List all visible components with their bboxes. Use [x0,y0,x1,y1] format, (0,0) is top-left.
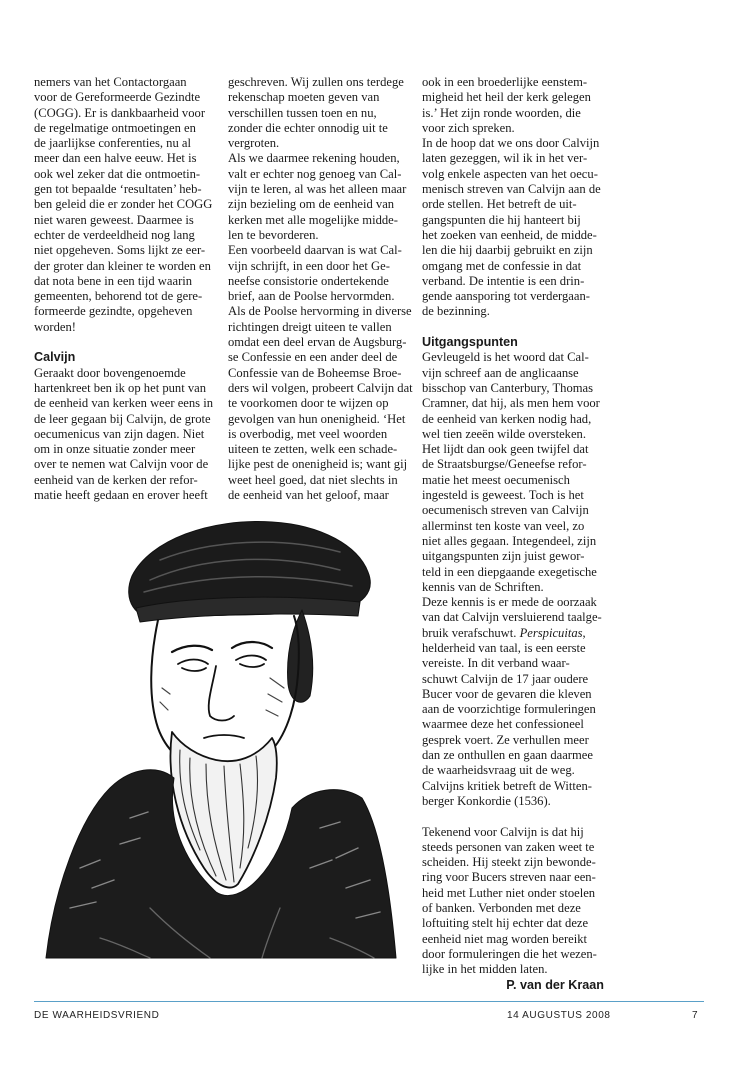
text-line: de leer gegaan bij Calvijn, de grote [34,411,211,426]
text-line: voor zich spreken. [422,120,515,135]
text-line: meer dan een halve eeuw. Het is [34,151,197,166]
text-line: valt er echter nog genoeg van Cal- [228,166,402,181]
text-line: rekenschap moeten geven van [228,90,380,105]
text-line: gevolgen van hun onenigheid. ‘Het [228,411,406,426]
column-1 [34,75,216,503]
face-shading [160,678,284,716]
text-line: kerken met alle mogelijke midde- [228,212,398,227]
text-line: vijn schreef aan de anglicaanse [422,365,579,380]
text-line: Confessie van de Boheemse Broe- [228,365,402,380]
text-line: vijn schrijft, in een door het Ge- [228,258,390,273]
text-line: van dat Calvijn versluierend taalge- [422,610,602,625]
text-line: de jaarlijkse conferenties, nu al [34,136,192,151]
text-line: orde stellen. Het betreft de uit- [422,197,577,212]
text-line: lijke in het midden laten. [422,962,548,977]
text-line: uitgangspunten zijn juist gewor- [422,549,585,564]
text-line: In de hoop dat we ons door Calvijn [422,136,600,151]
text-line: len te bevorderen. [228,227,319,242]
text-line: len die hij daarbij gebruikt en zijn [422,243,593,258]
text-line: dat nota bene in een tijd waarin [34,273,193,288]
text-line: omgang met de confessie in dat [422,258,582,273]
text-line: steeds personen van zaken weet te [422,839,595,854]
text-line: Als we daarmee rekening houden, [228,151,400,166]
text-line: te voorkomen door te wijzen op [228,396,389,411]
column-3 [422,75,604,992]
text-line: neefse consistorie ondertekende [228,273,389,288]
text-line: niet alles gegaan. Integendeel, zijn [422,533,597,548]
text-line: laten gezeggen, wil ik in het ver- [422,151,588,166]
text-line: weet heel goed, dat niet slechts in [228,472,398,487]
text-line: gesprek voert. Ze verhullen meer [422,732,589,747]
text-line: gangspunten die hij hanteert bij [422,212,581,227]
page-number: 7 [692,1010,699,1021]
text-line: brief, aan de Poolse hervormden. [228,289,395,304]
text-line: Het lijdt dan ook geen twijfel dat [422,442,589,457]
text-line: Gevleugeld is het woord dat Cal- [422,350,589,365]
text-line: zijn bezieling om de eenheid van [228,197,395,212]
text-line: waarmee deze het confessioneel [422,717,584,732]
eye-right [236,656,266,668]
text-line: dan ze onthullen en gaan daarmee [422,748,593,763]
text-line: ingesteld is geweest. Toch is het [422,488,584,503]
text-line: eenheid niet mag worden bereikt [422,931,588,946]
text-line: der groter dan kleiner te worden en [34,258,211,273]
text-line: Tekenend voor Calvijn is dat hij [422,824,584,839]
issue-date: 14 AUGUSTUS 2008 [507,1010,611,1021]
text-line: ook in een broederlijke eenstem- [422,75,588,89]
text-line: matie het meest oecumenisch [422,472,570,487]
text-line: gende aansporing tot verdergaan- [422,289,590,304]
paragraph-gap [422,320,604,335]
text-line: ook wel zeker dat die ontmoetin- [34,166,201,181]
eye-left [178,660,208,672]
text-line: berger Konkordie (1536). [422,793,551,808]
text-line: helderheid van taal, is een eerste [422,640,586,655]
text-line: gemeenten, behorend tot de gere- [34,289,203,304]
text-line: schuwt Calvijn de 17 jaar oudere [422,671,589,686]
text-line: is overbodig, met veel woorden [228,426,388,441]
text-line: zonder die echter onnodig uit te [228,120,388,135]
text-line: nemers van het Contactorgaan [34,75,187,89]
text-line: is.’ Het zijn ronde woorden, die [422,105,581,120]
text-line: gen tot bepaalde ‘resultaten’ heb- [34,182,202,197]
text-line: de eenheid van kerken nodig had, [422,411,592,426]
author-signature: P. van der Kraan [506,977,604,992]
section-heading-uitgangspunten: Uitgangspunten [422,335,518,350]
text-line: oecumenicus van zijn dagen. Niet [34,426,205,441]
text-line: of banken. Verbonden met deze [422,901,581,916]
text-line: lijke pest de onenigheid is; want gij [228,457,408,472]
text-line: omdat een deel ervan de Augsburg- [228,335,407,350]
paragraph-gap [422,809,604,824]
text-line: heid met Luther niet onder stoelen [422,885,596,900]
text-line: migheid het heil der kerk gelegen [422,90,591,105]
text-line: aan de voorzichtige formuleringen [422,702,596,717]
text-line: loftuiting stelt hij echter dat deze [422,916,589,931]
nose [209,666,234,721]
text-line: verschillen tussen toen en nu, [228,105,377,120]
text-line: om in onze situatie zonder meer [34,442,196,457]
text-line: (COGG). Er is dankbaarheid voor [34,105,206,120]
text-line: matie heeft gedaan en erover heeft [34,488,208,503]
text-line: vergroten. [228,136,280,151]
text-line: eenheid van de kerken der refor- [34,472,198,487]
footer-rule [34,1001,704,1002]
calvin-portrait-image [40,488,406,963]
text-line: niet opgeheven. Soms lijkt ze eer- [34,243,206,258]
text-line: Calvijns kritiek betreft de Witten- [422,778,592,793]
text-line: de eenheid van kerken weer eens in [34,396,214,411]
text-line: ben geleid die er zonder het COGG [34,197,213,212]
text-line: formeerde gezindte, opgeheven [34,304,193,319]
text-line: Als de Poolse hervorming in diverse [228,304,412,319]
text-line: Geraakt door bovengenoemde [34,365,186,380]
text-line: hartenkreet ben ik op het punt van [34,380,207,395]
mouth [204,735,244,738]
paragraph-gap [34,335,216,350]
text-line: richtingen dreigt uiteen te vallen [228,319,392,334]
text-line: se Confessie en een ander deel de [228,350,398,365]
text-line: ders wil volgen, probeert Calvijn dat [228,380,413,395]
text-line: de bezinning. [422,304,490,319]
text-line: ring voor Bucers streven naar een- [422,870,596,885]
text-line: voor de Gereformeerde Gezindte [34,90,201,105]
text-line: Bucer voor de gevaren die kleven [422,686,592,701]
text-line: kennis van de Schriften. [422,579,544,594]
brow-lines [172,642,272,652]
text-line: verband. De intentie is een drin- [422,273,585,288]
text-line: oecumenisch streven van Calvijn [422,503,589,518]
text-line: uiteen te zetten, welk een schade- [228,442,398,457]
text-line: allerminst ten koste van veel, zo [422,518,585,533]
text-line: scheiden. Hij steekt zijn bewonde- [422,855,596,870]
text-line: de eenheid van het geloof, maar [228,488,389,503]
text-line: vereiste. In dit verband waar- [422,656,570,671]
text-line: geschreven. Wij zullen ons terdege [228,75,404,89]
text-line: vijn te leren, al was het alleen maar [228,182,407,197]
text-line: bisschop van Canterbury, Thomas [422,380,594,395]
text-line: Deze kennis is er mede de oorzaak [422,595,597,610]
text-line: bruik verafschuwt. Perspicuitas, [422,625,586,640]
text-line: de Straatsburgse/Geneefse refor- [422,457,587,472]
text-line: worden! [34,319,76,334]
ear-flap [288,610,313,702]
publication-name: DE WAARHEIDSVRIEND [34,1010,160,1021]
text-line: echter de verdeeldheid nog lang [34,227,195,242]
text-line: Cramner, dat hij, als men hem voor [422,396,600,411]
text-line: door formuleringen die het wezen- [422,946,597,961]
text-line: volg enkele aspecten van het oecu- [422,166,598,181]
text-line: wel tien zeeën wilde oversteken. [422,426,586,441]
text-line: over te nemen wat Calvijn voor de [34,457,209,472]
column-2 [228,75,413,503]
text-line: menisch streven van Calvijn aan de [422,182,601,197]
section-heading-calvijn: Calvijn [34,350,76,365]
text-line: teld in een diepgaande exegetische [422,564,597,579]
text-line: niet waren geweest. Daarmee is [34,212,194,227]
latin-term: Perspicuitas [519,625,583,640]
text-line: de regelmatige ontmoetingen en [34,120,196,135]
text-line: Een voorbeeld daarvan is wat Cal- [228,243,402,258]
text-line: het zoeken van eenheid, de midde- [422,227,597,242]
text-line: de waarheidsvraag uit de weg. [422,763,575,778]
